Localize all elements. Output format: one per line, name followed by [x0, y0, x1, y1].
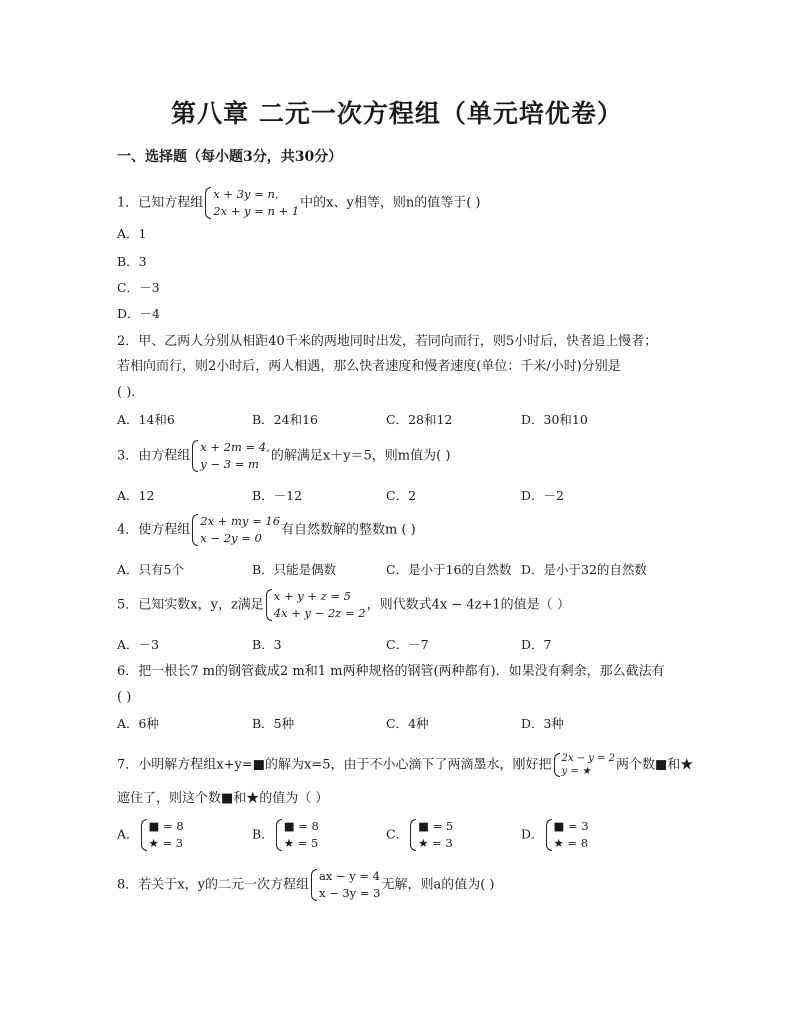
equation-system: x + 3y = n, 2x + y = n + 1 [204, 186, 299, 220]
q7-option-b: B． ■ = 8 ★ = 5 [252, 819, 319, 850]
question-6-line-2: ( ) [117, 690, 132, 705]
q7-option-c: C． ■ = 5 ★ = 3 [386, 819, 454, 850]
q1-option-d: D．－4 [117, 306, 160, 321]
q2-option-c: C．28和12 [386, 412, 453, 427]
question-1: 1．已知方程组 x + 3y = n, 2x + y = n + 1 中的x、y相等，则n的值等于( ) [117, 187, 481, 218]
question-8: 8．若关于x，y的二元一次方程组 ax − y = 4 x − 3y = 3 无解，则a的值为( ) [117, 869, 495, 900]
q2-option-d: D．30和10 [521, 412, 588, 427]
q3-option-a: A．12 [117, 488, 155, 503]
question-3: 3．由方程组 x + 2m = 4, y − 3 = m 的解满足x＋y＝5，则m值为( ) [117, 440, 451, 471]
q3-option-d: D．－2 [521, 488, 564, 503]
q5-option-c: C．－7 [386, 637, 429, 652]
equation-system: x + 2m = 4, y − 3 = m [191, 439, 270, 473]
equation-system: ■ = 8 ★ = 5 [275, 818, 319, 852]
q4-option-a: A．只有5个 [117, 562, 184, 577]
q6-option-a: A．6种 [117, 716, 159, 731]
q3-option-b: B．－12 [252, 488, 303, 503]
q6-option-b: B．5种 [252, 716, 295, 731]
q5-option-b: B．3 [252, 637, 282, 652]
equation-system: ■ = 8 ★ = 3 [140, 818, 184, 852]
equation-system: x + y + z = 5 4x + y − 2z = 2 [265, 588, 366, 622]
q4-option-b: B．只能是偶数 [252, 562, 337, 577]
q7-option-a: A． ■ = 8 ★ = 3 [117, 819, 184, 850]
equation-system: ax − y = 4 x − 3y = 3 [310, 868, 381, 902]
q7-option-d: D． ■ = 3 ★ = 8 [521, 819, 589, 850]
q3-option-c: C．2 [386, 488, 417, 503]
question-7-line-2: 遮住了，则这个数■和★的值为（ ） [117, 791, 329, 806]
q5-option-d: D．7 [521, 637, 552, 652]
q6-option-c: C．4种 [386, 716, 429, 731]
q1-option-c: C．－3 [117, 280, 160, 295]
question-6-line-1: 6．把一根长7 m的钢管截成2 m和1 m两种规格的钢管(两种都有)．如果没有剩余，那么截法有 [117, 664, 665, 679]
equation-system: 2x − y = 2 y = ★ [553, 752, 616, 778]
section-heading: 一、选择题（每小题3分，共30分） [117, 149, 343, 165]
question-2-line-3: ( ). [117, 385, 136, 400]
question-2-line-1: 2．甲、乙两人分别从相距40千米的两地同时出发，若同向而行，则5小时后，快者追上慢者； [117, 334, 658, 349]
q4-option-c: C．是小于16的自然数 [386, 562, 512, 577]
page-title: 第八章 二元一次方程组（单元培优卷） [171, 99, 623, 128]
q2-option-b: B．24和16 [252, 412, 318, 427]
q1-option-a: A．1 [117, 226, 147, 241]
q2-option-a: A．14和6 [117, 412, 175, 427]
equation-system: ■ = 3 ★ = 8 [545, 818, 589, 852]
equation-system: ■ = 5 ★ = 3 [409, 818, 453, 852]
q4-option-d: D．是小于32的自然数 [521, 562, 647, 577]
q6-option-d: D．3种 [521, 716, 564, 731]
question-5: 5．已知实数x，y，z满足 x + y + z = 5 4x + y − 2z = 2 ，则代数式4x − 4z+1的值是（ ） [117, 589, 570, 620]
q5-option-a: A．－3 [117, 637, 159, 652]
question-7-line-1: 7．小明解方程组x+y=■的解为x=5，由于不小心滴下了两滴墨水，刚好把 2x − y = 2 y = ★ 两个数■和★ [117, 753, 694, 777]
question-2-line-2: 若相向而行，则2小时后，两人相遇，那么快者速度和慢者速度(单位：千米/小时)分别是 [117, 359, 621, 374]
question-4: 4．使方程组 2x + my = 16 x − 2y = 0 有自然数解的整数m ( ) [117, 514, 416, 545]
equation-system: 2x + my = 16 x − 2y = 0 [191, 513, 280, 547]
q1-option-b: B．3 [117, 254, 147, 269]
